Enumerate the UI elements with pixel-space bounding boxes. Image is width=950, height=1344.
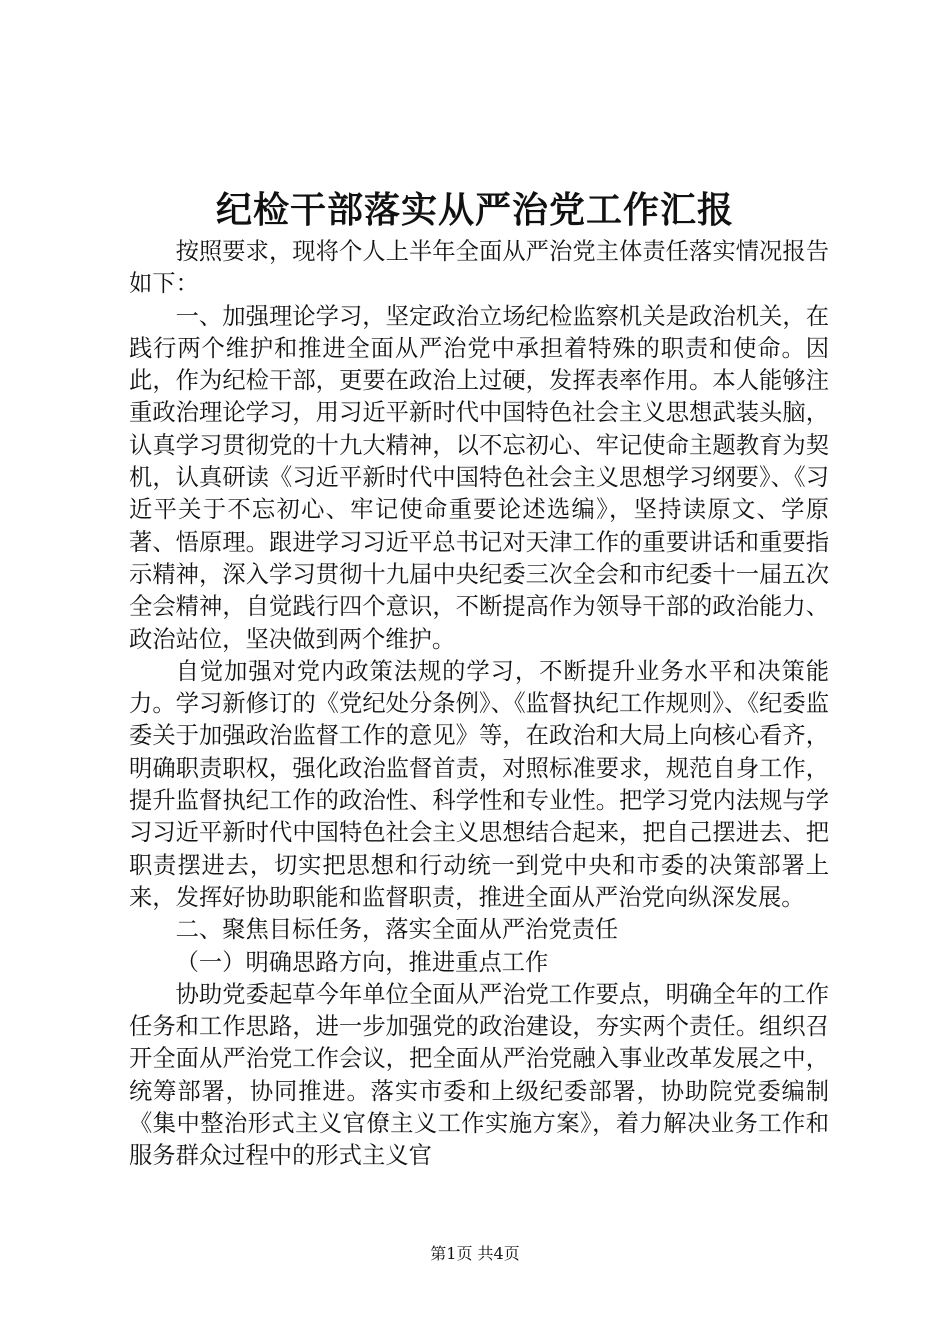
page-footer: 第1页 共4页 — [430, 1244, 520, 1263]
paragraph-section-1: 一、加强理论学习，坚定政治立场纪检监察机关是政治机关，在践行两个维护和推进全面从严治党中承担着特殊的职责和使命。因此，作为纪检干部，更要在政治上过硬，发挥表率作用。本人能够注重政治理论学习，用习近平新时代中国特色社会主义思想武装头脑，认真学习贯彻党的十九大精神，以不忘初心、牢记使命主题教育为契机，认真研读《习近平新时代中国特色社会主义思想学习纲要》、《习近平关于不忘初心、牢记使命重要论述选编》，坚持读原文、学原著、悟原理。跟进学习习近平总书记对天津工作的重要讲话和重要指示精神，深入学习贯彻十九届中央纪委三次全会和市纪委十一届五次全会精神，自觉践行四个意识，不断提高作为领导干部的政治能力、政治站位，坚决做到两个维护。 — [129, 302, 829, 653]
document-body — [129, 236, 829, 1173]
paragraph-regulations: 自觉加强对党内政策法规的学习，不断提升业务水平和决策能力。学习新修订的《党纪处分条例》、《监督执纪工作规则》、《纪委监委关于加强政治监督工作的意见》等，在政治和大局上向核心看齐，明确职责职权，强化政治监督首责，对照标准要求，规范自身工作，提升监督执纪工作的政治性、科学性和专业性。把学习党内法规与学习习近平新时代中国特色社会主义思想结合起来，把自己摆进去、把职责摆进去，切实把思想和行动统一到党中央和市委的决策部署上来，发挥好协助职能和监督职责，推进全面从严治党向纵深发展。 — [129, 657, 829, 911]
paragraph-tasks: 协助党委起草今年单位全面从严治党工作要点，明确全年的工作任务和工作思路，进一步加强党的政治建设，夯实两个责任。组织召开全面从严治党工作会议，把全面从严治党融入事业改革发展之中，统筹部署，协同推进。落实市委和上级纪委部署，协助院党委编制《集中整治形式主义官僚主义工作实施方案》，着力解决业务工作和服务群众过程中的形式主义官 — [129, 980, 829, 1170]
page-title: 纪检干部落实从严治党工作汇报 — [215, 189, 734, 231]
subsection-heading-1: （一）明确思路方向，推进重点工作 — [175, 948, 549, 976]
section-heading-2: 二、聚焦目标任务，落实全面从严治党责任 — [175, 916, 619, 944]
paragraph-intro: 按照要求，现将个人上半年全面从严治党主体责任落实情况报告如下： — [129, 238, 829, 298]
